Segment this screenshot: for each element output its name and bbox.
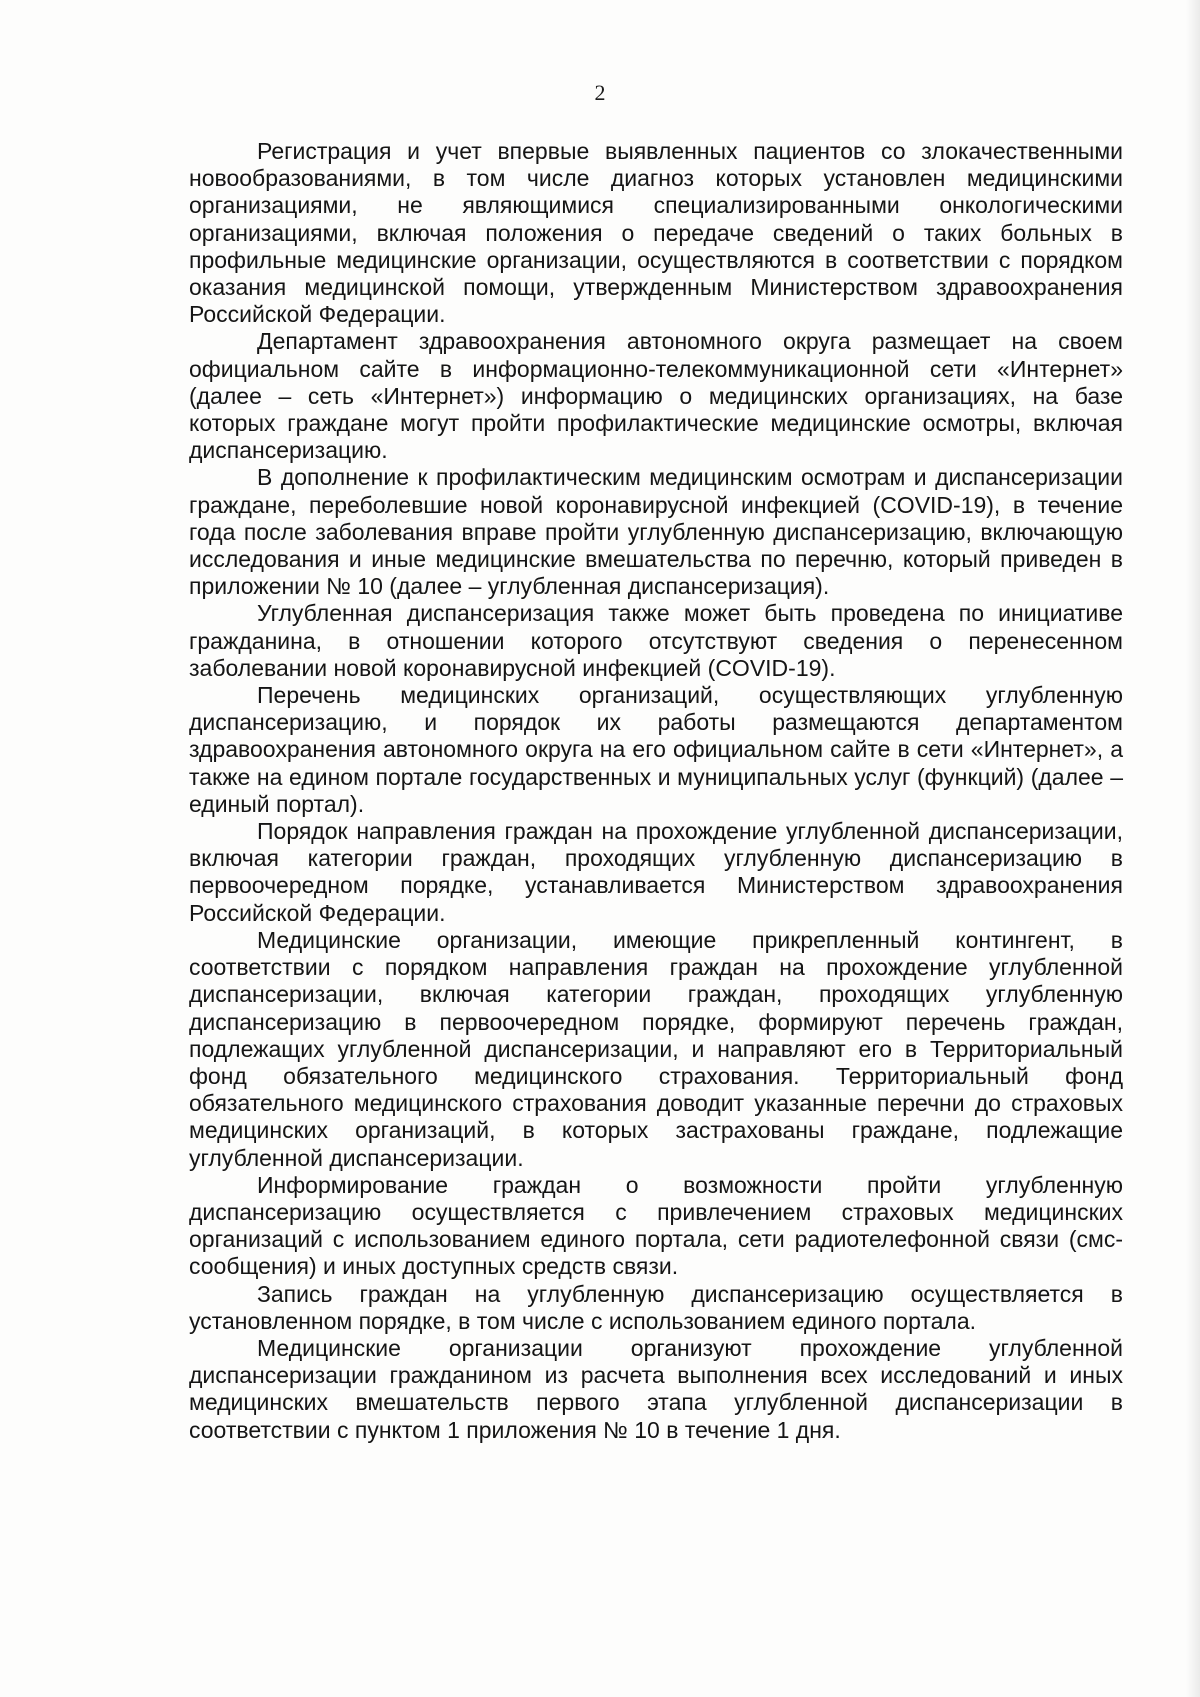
paragraph-registration: Регистрация и учет впервые выявленных пациентов со злокачественными новообразованиями, в том числе диагноз которых установлен медицинскими организациями, не являющимися специализированными онкологическими организациями, включая положения о передаче сведений о таких больных в профильные медицинские организации, осуществляются в соответствии с порядком оказания медицинской помощи, утвержденным Министерством здравоохранения Российской Федерации. (189, 138, 1123, 328)
document-body (189, 138, 1123, 1444)
page-number: 2 (594, 80, 606, 105)
paragraph-informing-citizens: Информирование граждан о возможности пройти углубленную диспансеризацию осуществляется с привлечением страховых медицинских организаций с использованием единого портала, сети радиотелефонной связи (смс-сообщения) и иных доступных средств связи. (189, 1171, 1123, 1280)
paragraph-referral-procedure: Порядок направления граждан на прохождение углубленной диспансеризации, включая категории граждан, проходящих углубленную диспансеризацию в первоочередном порядке, устанавливается Министерством здравоохранения Российской Федерации. (189, 818, 1123, 926)
paragraph-one-day-completion: Медицинские организации организуют прохождение углубленной диспансеризации гражданином из расчета выполнения всех исследований и иных медицинских вмешательств первого этапа углубленной диспансеризации в соответствии с пунктом 1 приложения № 10 в течение 1 дня. (189, 1334, 1123, 1443)
page-edge-shadow (1186, 0, 1200, 1697)
paragraph-citizen-initiative: Углубленная диспансеризация также может быть проведена по инициативе гражданина, в отношении которого отсутствуют сведения о перенесенном заболевании новой коронавирусной инфекцией (COVID-19). (189, 600, 1123, 681)
paragraph-covid-dispensary: В дополнение к профилактическим медицинским осмотрам и диспансеризации граждане, переболевшие новой коронавирусной инфекцией (COVID-19), в течение года после заболевания вправе пройти углубленную диспансеризацию, включающую исследования и иные медицинские вмешательства по перечню, который приведен в приложении № 10 (далее – углубленная диспансеризация). (189, 464, 1123, 600)
paragraph-department-website: Департамент здравоохранения автономного округа размещает на своем официальном сайте в информационно-телекоммуникационной сети «Интернет» (далее – сеть «Интернет») информацию о медицинских организациях, на базе которых граждане могут пройти профилактические медицинские осмотры, включая диспансеризацию. (189, 328, 1123, 464)
paragraph-organizations-list: Перечень медицинских организаций, осуществляющих углубленную диспансеризацию, и порядок их работы размещаются департаментом здравоохранения автономного округа на его официальном сайте в сети «Интернет», а также на едином портале государственных и муниципальных услуг (функций) (далее – единый портал). (189, 682, 1123, 817)
paragraph-registration-appointment: Запись граждан на углубленную диспансеризацию осуществляется в установленном порядке, в том числе с использованием единого портала. (189, 1280, 1123, 1334)
paragraph-attached-contingent: Медицинские организации, имеющие прикрепленный контингент, в соответствии с порядком направления граждан на прохождение углубленной диспансеризации, включая категории граждан, проходящих углубленную диспансеризацию в первоочередном порядке, формируют перечень граждан, подлежащих углубленной диспансеризации, и направляют его в Территориальный фонд обязательного медицинского страхования. Территориальный фонд обязательного медицинского страхования доводит указанные перечни до страховых медицинских организаций, в которых застрахованы граждане, подлежащие углубленной диспансеризации. (189, 926, 1123, 1171)
